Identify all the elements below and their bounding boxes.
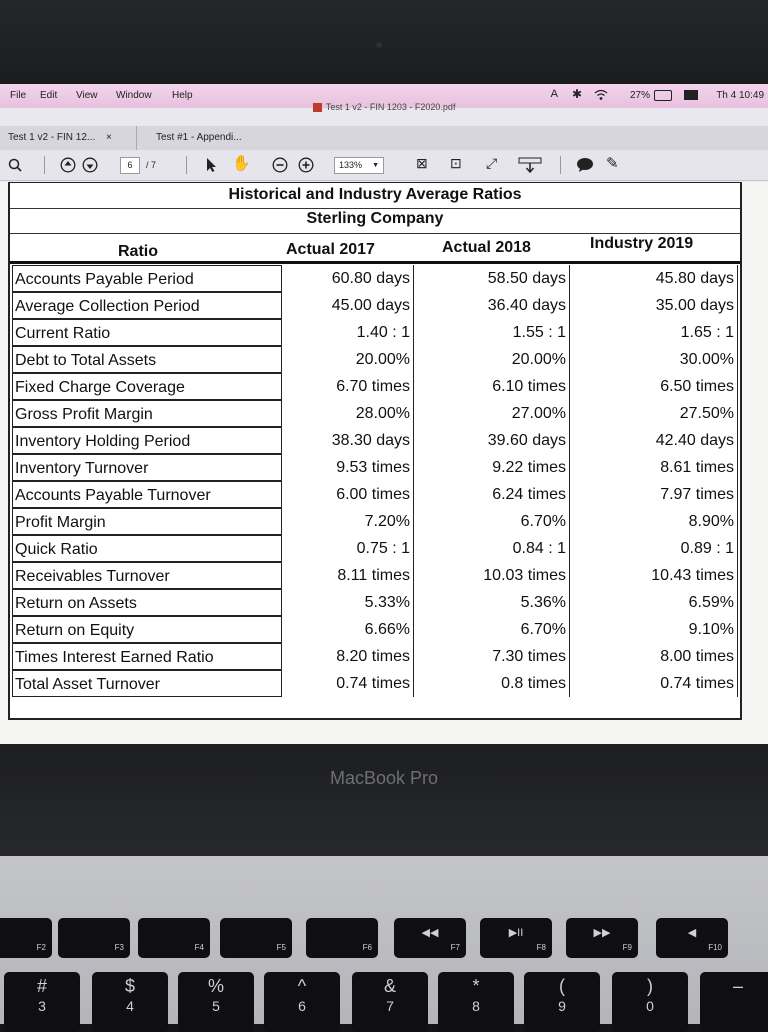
comment-icon[interactable] [576, 157, 594, 173]
key-label: F6 [362, 943, 372, 952]
menu-help[interactable]: Help [172, 90, 193, 101]
key-label: F5 [276, 943, 286, 952]
ratio-name: Current Ratio [12, 319, 282, 346]
table-row [10, 373, 740, 400]
column-header-2019: Industry 2019 [590, 235, 694, 252]
toolbar [0, 150, 768, 181]
keyboard-deck [0, 856, 768, 1024]
value-2019: 9.10% [630, 616, 738, 643]
ratios-table [8, 182, 742, 720]
value-2017: 9.53 times [310, 454, 414, 481]
title-rule [10, 208, 740, 209]
battery-percent: 27% [629, 90, 650, 101]
tab-divider [136, 126, 137, 150]
column-header-2018: Actual 2018 [442, 239, 531, 256]
ratio-name: Gross Profit Margin [12, 400, 282, 427]
table-row [10, 616, 740, 643]
value-2018: 5.36% [470, 589, 570, 616]
value-2018: 39.60 days [470, 427, 570, 454]
value-2019: 0.89 : 1 [630, 535, 738, 562]
table-title: Historical and Industry Average Ratios [228, 186, 522, 203]
key-label: F2 [36, 943, 46, 952]
camera [376, 42, 382, 48]
value-2018: 6.70% [470, 616, 570, 643]
menu-edit[interactable]: Edit [40, 90, 58, 101]
bluetooth-icon[interactable]: ✱ [571, 87, 582, 101]
window-title-text: Test 1 v2 - FIN 1203 - F2020.pdf [325, 102, 456, 112]
ratio-name: Inventory Turnover [12, 454, 282, 481]
value-2017: 28.00% [310, 400, 414, 427]
value-2018: 9.22 times [470, 454, 570, 481]
key-digit: 6 [298, 998, 306, 1014]
key-number-4[interactable] [264, 972, 340, 1032]
ratio-name: Return on Equity [12, 616, 282, 643]
key-number-2[interactable] [92, 972, 168, 1032]
pdf-document-area[interactable] [0, 182, 768, 744]
zoom-out-icon[interactable] [272, 157, 288, 173]
key-shift-symbol: # [36, 976, 47, 996]
ratio-name: Debt to Total Assets [12, 346, 282, 373]
value-2018: 0.8 times [470, 670, 570, 697]
key-symbol: ▶II [508, 927, 524, 939]
value-2019: 6.59% [630, 589, 738, 616]
laptop-bezel [0, 0, 768, 96]
page-number-input[interactable]: 6 [120, 157, 140, 174]
value-2019: 8.90% [630, 508, 738, 535]
value-2018: 0.84 : 1 [470, 535, 570, 562]
table-row [10, 562, 740, 589]
chevron-down-icon: ▼ [372, 162, 379, 169]
key-number-8[interactable] [612, 972, 688, 1032]
value-2018: 6.10 times [470, 373, 570, 400]
key-digit: 5 [212, 998, 220, 1014]
clock[interactable]: Th 4 10:49 [716, 90, 764, 101]
page-up-icon[interactable] [60, 157, 76, 173]
download-icon[interactable] [518, 157, 542, 173]
table-subtitle: Sterling Company [306, 210, 444, 227]
value-2019: 1.65 : 1 [630, 319, 738, 346]
value-2019: 35.00 days [630, 292, 738, 319]
tab-label: Test #1 - Appendi... [156, 132, 242, 143]
ratio-name: Fixed Charge Coverage [12, 373, 282, 400]
value-2019: 45.80 days [630, 265, 738, 292]
key-digit: 7 [386, 998, 394, 1014]
pen-tool-icon[interactable]: ✎ [606, 155, 619, 172]
menu-view[interactable]: View [76, 90, 98, 101]
header-rule [10, 261, 740, 264]
value-2018: 20.00% [470, 346, 570, 373]
zoom-value: 133% [339, 160, 363, 170]
key-digit: 3 [38, 998, 46, 1014]
value-2019: 30.00% [630, 346, 738, 373]
ratio-name: Average Collection Period [12, 292, 282, 319]
key-symbol: ▶▶ [593, 927, 611, 939]
value-2017: 20.00% [310, 346, 414, 373]
key-shift-symbol: ^ [297, 976, 307, 996]
value-2017: 8.11 times [310, 562, 414, 589]
table-row [10, 319, 740, 346]
full-screen-icon[interactable]: ⤢ [486, 155, 498, 171]
value-2017: 6.70 times [310, 373, 414, 400]
search-icon[interactable] [8, 158, 22, 172]
key-label: F9 [622, 943, 632, 952]
value-2018: 7.30 times [470, 643, 570, 670]
table-row [10, 589, 740, 616]
page-total: / 7 [146, 160, 157, 170]
key-f8[interactable] [480, 918, 552, 958]
column-header-2017: Actual 2017 [286, 241, 375, 258]
table-row [10, 292, 740, 319]
value-2019: 8.61 times [630, 454, 738, 481]
key-number-6[interactable] [438, 972, 514, 1032]
toolbar-divider [560, 156, 561, 174]
tab-appendix[interactable] [156, 132, 242, 143]
menu-window[interactable]: Window [116, 90, 152, 101]
key-label: F8 [536, 943, 546, 952]
ratio-name: Inventory Holding Period [12, 427, 282, 454]
key-shift-symbol: % [207, 976, 224, 996]
value-2019: 10.43 times [630, 562, 738, 589]
table-row [10, 643, 740, 670]
key-f7[interactable] [394, 918, 466, 958]
key-label: F3 [114, 943, 124, 952]
value-2017: 6.66% [310, 616, 414, 643]
subtitle-rule [10, 233, 740, 234]
pointer-tool-icon[interactable] [204, 157, 218, 173]
ratio-name: Profit Margin [12, 508, 282, 535]
value-2017: 0.75 : 1 [310, 535, 414, 562]
menu-list-icon[interactable] [684, 90, 698, 100]
key-digit: 0 [646, 998, 654, 1014]
key-f9[interactable] [566, 918, 638, 958]
value-2017: 8.20 times [310, 643, 414, 670]
key-number-3[interactable] [178, 972, 254, 1032]
value-2018: 10.03 times [470, 562, 570, 589]
zoom-in-icon[interactable] [298, 157, 314, 173]
key-shift-symbol: – [732, 976, 743, 996]
value-2019: 6.50 times [630, 373, 738, 400]
snapshot-icon[interactable]: ⊡ [450, 155, 462, 171]
key-f6[interactable] [306, 918, 378, 958]
value-2017: 45.00 days [310, 292, 414, 319]
toolbar-divider [186, 156, 187, 174]
column-header-ratio: Ratio [118, 243, 158, 260]
key-shift-symbol: ( [559, 976, 565, 996]
value-2019: 8.00 times [630, 643, 738, 670]
menu-file[interactable]: File [10, 90, 27, 101]
value-2019: 42.40 days [630, 427, 738, 454]
table-row [10, 508, 740, 535]
table-row [10, 265, 740, 292]
key-digit: 9 [558, 998, 566, 1014]
table-row [10, 427, 740, 454]
value-2017: 0.74 times [310, 670, 414, 697]
screen [0, 84, 768, 744]
input-menu-icon[interactable]: A [550, 88, 558, 100]
tab-bar [0, 126, 768, 151]
ratio-name: Accounts Payable Period [12, 265, 282, 292]
table-row [10, 535, 740, 562]
key-f2[interactable] [0, 918, 52, 958]
wifi-icon[interactable] [594, 89, 608, 101]
table-row [10, 400, 740, 427]
key-number-5[interactable] [352, 972, 428, 1032]
value-2019: 0.74 times [630, 670, 738, 697]
ratio-name: Accounts Payable Turnover [12, 481, 282, 508]
value-2017: 6.00 times [310, 481, 414, 508]
value-2018: 1.55 : 1 [470, 319, 570, 346]
value-2017: 5.33% [310, 589, 414, 616]
value-2019: 7.97 times [630, 481, 738, 508]
key-shift-symbol: ) [647, 976, 653, 996]
pdf-file-icon [313, 103, 322, 112]
key-symbol: ◀◀ [421, 927, 439, 939]
key-number-9[interactable] [700, 972, 768, 1032]
value-2017: 1.40 : 1 [310, 319, 414, 346]
page-down-icon[interactable] [82, 157, 98, 173]
key-shift-symbol: & [383, 976, 396, 996]
window-title [0, 102, 768, 116]
ratio-name: Return on Assets [12, 589, 282, 616]
key-number-7[interactable] [524, 972, 600, 1032]
table-row [10, 481, 740, 508]
key-symbol: ◀ [687, 927, 697, 939]
key-label: F7 [450, 943, 460, 952]
brand-label: MacBook Pro [329, 768, 439, 788]
hand-tool-icon[interactable]: ✋ [232, 155, 251, 172]
key-f10[interactable] [656, 918, 728, 958]
value-2018: 58.50 days [470, 265, 570, 292]
ratio-name: Times Interest Earned Ratio [12, 643, 282, 670]
toolbar-divider [44, 156, 45, 174]
ratio-name: Total Asset Turnover [12, 670, 282, 697]
ratio-name: Quick Ratio [12, 535, 282, 562]
key-f4[interactable] [138, 918, 210, 958]
key-label: F10 [708, 943, 722, 952]
key-digit: 4 [126, 998, 134, 1014]
value-2017: 38.30 days [310, 427, 414, 454]
battery-icon[interactable] [654, 90, 672, 101]
key-shift-symbol: $ [124, 976, 135, 996]
fit-page-icon[interactable]: ⊠ [416, 155, 428, 171]
key-number-1[interactable] [4, 972, 80, 1032]
tab-test1-v2[interactable] [8, 132, 112, 143]
value-2017: 7.20% [310, 508, 414, 535]
table-row [10, 346, 740, 373]
value-2018: 27.00% [470, 400, 570, 427]
value-2019: 27.50% [630, 400, 738, 427]
key-f5[interactable] [220, 918, 292, 958]
value-2018: 6.70% [470, 508, 570, 535]
value-2018: 6.24 times [470, 481, 570, 508]
value-2017: 60.80 days [310, 265, 414, 292]
ratio-name: Receivables Turnover [12, 562, 282, 589]
key-f3[interactable] [58, 918, 130, 958]
zoom-select[interactable] [334, 157, 384, 174]
key-label: F4 [194, 943, 204, 952]
table-row [10, 454, 740, 481]
tab-label: Test 1 v2 - FIN 12... [8, 132, 96, 143]
key-digit: 8 [472, 998, 480, 1014]
tab-close-icon[interactable]: × [106, 132, 112, 143]
key-shift-symbol: * [472, 976, 480, 996]
value-2018: 36.40 days [470, 292, 570, 319]
table-row [10, 670, 740, 697]
